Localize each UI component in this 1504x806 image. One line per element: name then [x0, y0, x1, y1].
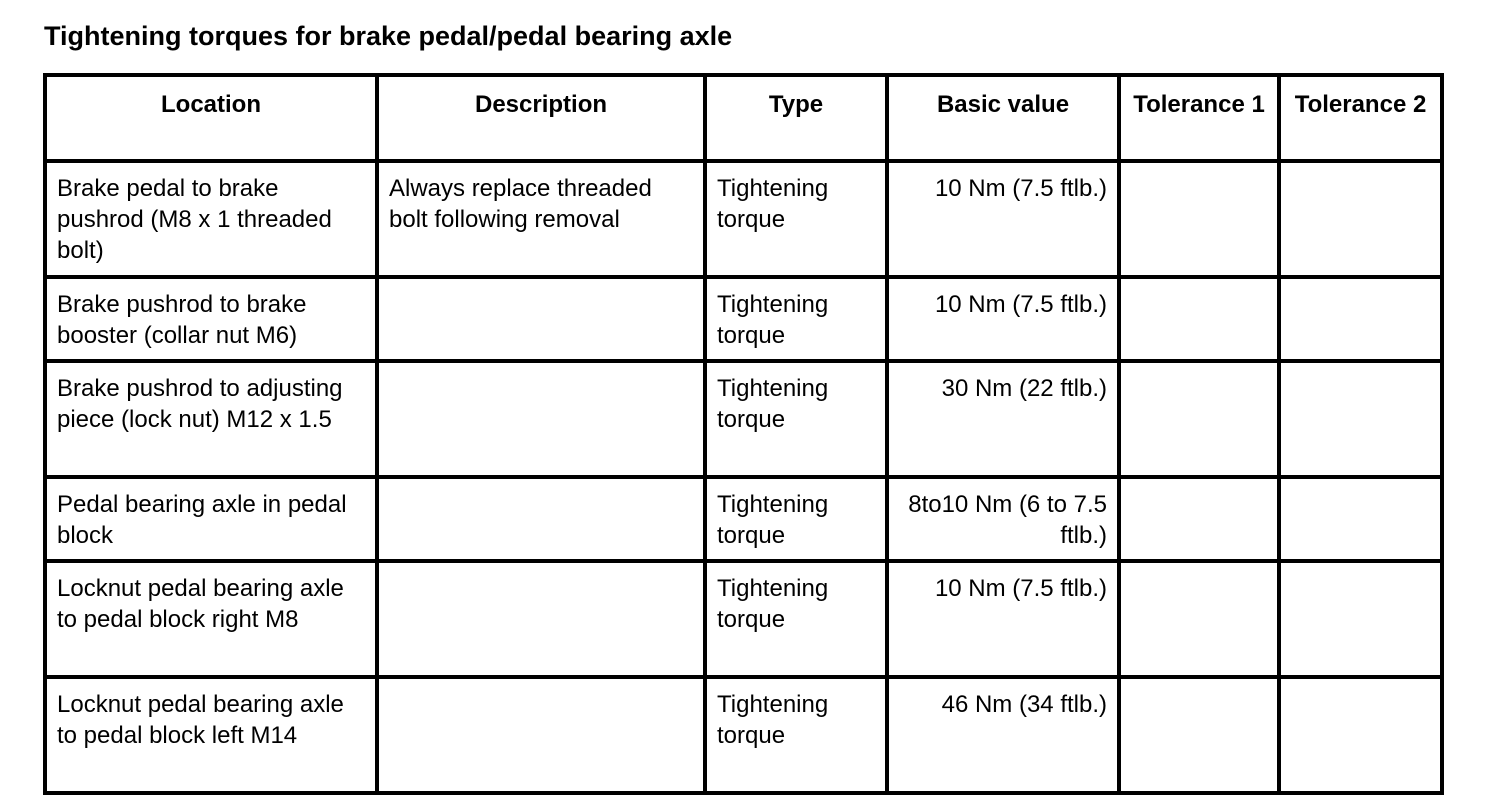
table-row [45, 277, 1442, 361]
cell-tolerance-2 [1279, 677, 1442, 793]
cell-location: Brake pedal to brake pushrod (M8 x 1 threaded bolt) [45, 161, 377, 277]
cell-basic-value: 10 Nm (7.5 ftlb.) [887, 561, 1119, 677]
table-row [45, 561, 1442, 677]
cell-tolerance-1 [1119, 677, 1279, 793]
cell-basic-value: 30 Nm (22 ftlb.) [887, 361, 1119, 477]
cell-type: Tightening torque [705, 677, 887, 793]
header-basic-value: Basic value [887, 75, 1119, 161]
cell-basic-value: 10 Nm (7.5 ftlb.) [887, 277, 1119, 361]
cell-type: Tightening torque [705, 277, 887, 361]
cell-type: Tightening torque [705, 161, 887, 277]
table-header-row [45, 75, 1442, 161]
cell-description [377, 477, 705, 561]
cell-tolerance-1 [1119, 477, 1279, 561]
cell-tolerance-1 [1119, 561, 1279, 677]
header-location: Location [45, 75, 377, 161]
cell-tolerance-2 [1279, 161, 1442, 277]
cell-basic-value: 46 Nm (34 ftlb.) [887, 677, 1119, 793]
cell-type: Tightening torque [705, 477, 887, 561]
cell-type: Tightening torque [705, 361, 887, 477]
cell-location: Locknut pedal bearing axle to pedal block right M8 [45, 561, 377, 677]
cell-location: Pedal bearing axle in pedal block [45, 477, 377, 561]
cell-tolerance-1 [1119, 277, 1279, 361]
header-description: Description [377, 75, 705, 161]
cell-location: Locknut pedal bearing axle to pedal block left M14 [45, 677, 377, 793]
cell-tolerance-2 [1279, 561, 1442, 677]
table-row [45, 161, 1442, 277]
cell-tolerance-2 [1279, 277, 1442, 361]
cell-description [377, 677, 705, 793]
header-tolerance-2: Tolerance 2 [1279, 75, 1442, 161]
cell-basic-value: 8to10 Nm (6 to 7.5 ftlb.) [887, 477, 1119, 561]
table-row [45, 361, 1442, 477]
cell-basic-value: 10 Nm (7.5 ftlb.) [887, 161, 1119, 277]
table-row [45, 477, 1442, 561]
cell-description: Always replace threaded bolt following removal [377, 161, 705, 277]
torque-table [43, 73, 1444, 795]
cell-description [377, 277, 705, 361]
page-title: Tightening torques for brake pedal/pedal bearing axle [44, 21, 733, 51]
cell-tolerance-2 [1279, 477, 1442, 561]
cell-description [377, 561, 705, 677]
header-type: Type [705, 75, 887, 161]
cell-location: Brake pushrod to adjusting piece (lock nut) M12 x 1.5 [45, 361, 377, 477]
header-tolerance-1: Tolerance 1 [1119, 75, 1279, 161]
table-row [45, 677, 1442, 793]
cell-location: Brake pushrod to brake booster (collar nut M6) [45, 277, 377, 361]
cell-tolerance-1 [1119, 161, 1279, 277]
cell-description [377, 361, 705, 477]
cell-tolerance-1 [1119, 361, 1279, 477]
cell-type: Tightening torque [705, 561, 887, 677]
cell-tolerance-2 [1279, 361, 1442, 477]
